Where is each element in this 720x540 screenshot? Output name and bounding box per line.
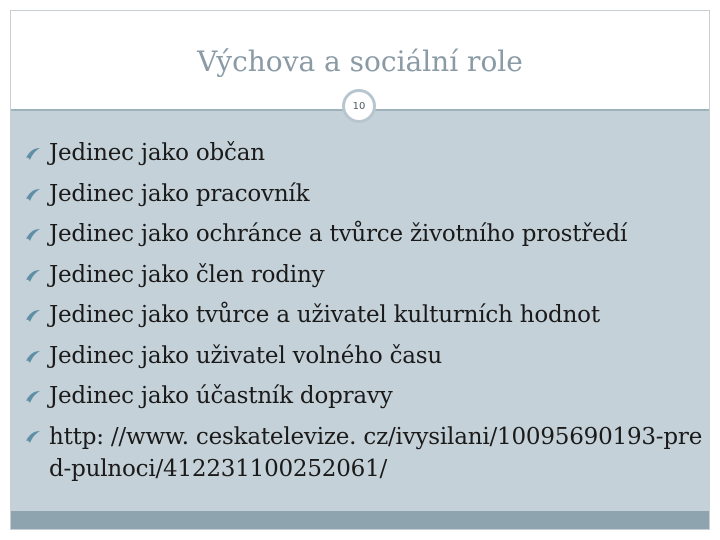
bullet-item-obcan xyxy=(15,133,705,174)
bullet-text: Jedinec jako uživatel volného času xyxy=(49,342,442,369)
bullet-item-ochrance xyxy=(15,214,705,255)
bullet-item-doprava xyxy=(15,376,705,417)
swoosh-bullet-icon xyxy=(25,309,41,323)
bullet-item-volny-cas xyxy=(15,336,705,377)
slide-frame xyxy=(10,10,710,530)
video-link[interactable]: http: //www. ceskatelevize. cz/ivysilani/10095690193-pred-pulnoci/412231100252061/ xyxy=(49,423,703,482)
page-number: 10 xyxy=(352,100,366,112)
footer-bar xyxy=(11,511,709,529)
swoosh-bullet-icon xyxy=(25,228,41,242)
swoosh-bullet-icon xyxy=(25,350,41,364)
bullet-text: Jedinec jako člen rodiny xyxy=(49,261,325,288)
bullet-item-kulturni-hodnoty xyxy=(15,295,705,336)
page-number-badge xyxy=(342,89,376,123)
bullet-item-link[interactable] xyxy=(15,417,709,485)
swoosh-bullet-icon xyxy=(25,269,41,283)
bullet-text: Jedinec jako účastník dopravy xyxy=(49,383,393,409)
swoosh-bullet-icon xyxy=(25,390,41,404)
bullet-text: Jedinec jako občan xyxy=(49,140,265,166)
swoosh-bullet-icon xyxy=(25,147,41,161)
bullet-text: Jedinec jako pracovník xyxy=(49,180,310,207)
bullet-list xyxy=(15,133,705,485)
slide-title: Výchova a sociální role xyxy=(197,45,523,78)
bullet-text: Jedinec jako tvůrce a uživatel kulturních hodnot xyxy=(49,302,600,328)
bullet-item-pracovnik xyxy=(15,174,705,215)
swoosh-bullet-icon xyxy=(25,188,41,202)
bullet-item-clen-rodiny xyxy=(15,255,705,296)
bullet-text: Jedinec jako ochránce a tvůrce životního prostředí xyxy=(49,221,628,247)
swoosh-bullet-icon xyxy=(25,430,41,444)
